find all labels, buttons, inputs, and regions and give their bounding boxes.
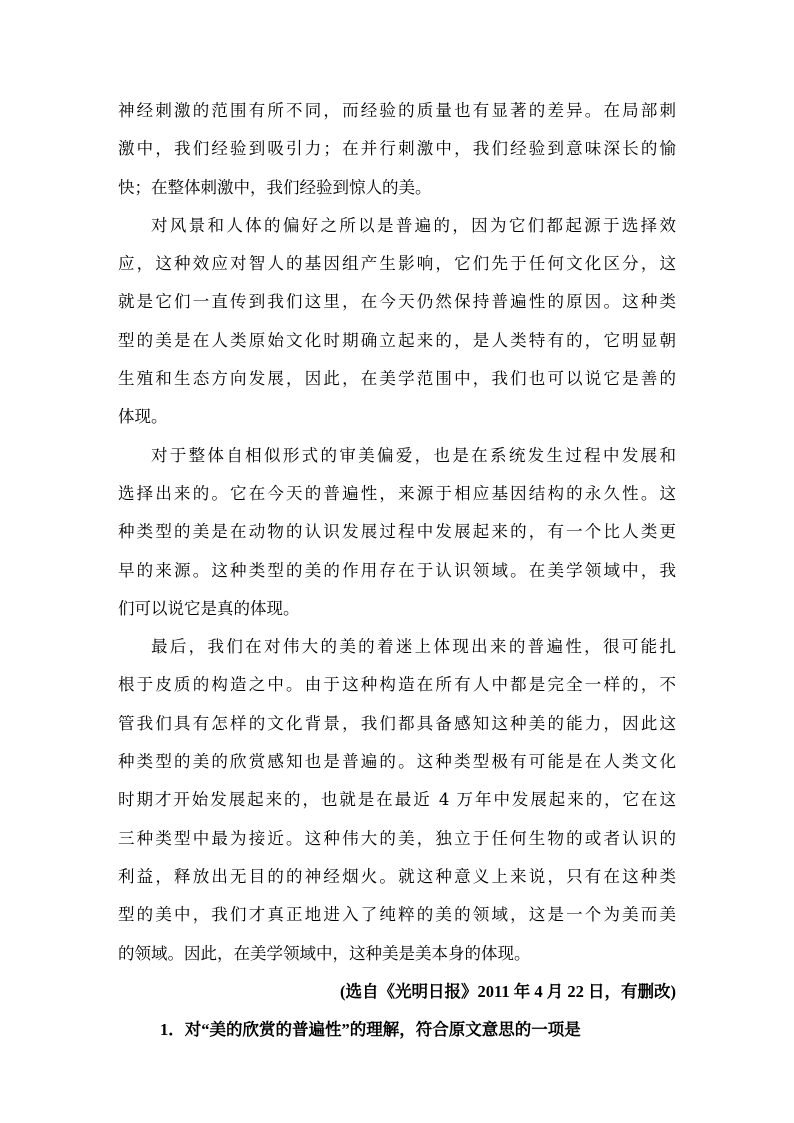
paragraph-line: 体现。: [118, 407, 168, 427]
paragraph-line: 激中，我们经验到吸引力；在并行刺激中，我们经验到意味深长的愉: [118, 139, 676, 159]
paragraph-line: 早的来源。这种类型的美的作用存在于认识领域。在美学领域中，我: [118, 560, 676, 580]
paragraph-line: 根于皮质的构造之中。由于这种构造在所有人中都是完全一样的，不: [118, 675, 676, 695]
paragraph-line: 应，这种效应对智人的基因组产生影响，它们先于任何文化区分，这: [118, 254, 676, 274]
document-page: [118, 92, 676, 1049]
paragraph-line: 利益，释放出无目的的神经烟火。就这种意义上来说，只有在这种类: [118, 866, 676, 886]
paragraph-line: 三种类型中最为接近。这种伟大的美，独立于任何生物的或者认识的: [118, 828, 676, 848]
paragraph-line: 对于整体自相似形式的审美偏爱，也是在系统发生过程中发展和: [151, 445, 676, 465]
paragraph-line: 神经刺激的范围有所不同，而经验的质量也有显著的差异。在局部刺: [118, 101, 676, 120]
paragraph-line: 就是它们一直传到我们这里，在今天仍然保持普遍性的原因。这种类: [118, 292, 676, 312]
source-citation: (选自《光明日报》2011 年 4 月 22 日，有删改): [340, 981, 676, 1001]
paragraph-line: 型的美中，我们才真正地进入了纯粹的美的领域，这是一个为美而美: [118, 905, 676, 925]
paragraph-line: 快；在整体刺激中，我们经验到惊人的美。: [118, 177, 432, 197]
paragraph-line: 选择出来的。它在今天的普遍性，来源于相应基因结构的永久性。这: [118, 483, 676, 503]
paragraph-line: 的领域。因此，在美学领域中，这种美是美本身的体现。: [118, 943, 531, 963]
paragraph-line: 对风景和人体的偏好之所以是普遍的，因为它们都起源于选择效: [151, 215, 676, 235]
paragraph-line: 时期才开始发展起来的，也就是在最近 4 万年中发展起来的，它在这: [118, 790, 676, 810]
paragraph-line: 种类型的美是在动物的认识发展过程中发展起来的，有一个比人类更: [118, 522, 676, 542]
paragraph-line: 管我们具有怎样的文化背景，我们都具备感知这种美的能力，因此这: [118, 713, 676, 733]
question-text: 1．对“美的欣赏的普遍性”的理解，符合原文意思的一项是: [160, 1020, 581, 1040]
paragraph-line: 种类型的美的欣赏感知也是普遍的。这种类型极有可能是在人类文化: [118, 752, 676, 772]
paragraph-line: 生殖和生态方向发展，因此，在美学范围中，我们也可以说它是善的: [118, 369, 676, 389]
paragraph-line: 们可以说它是真的体现。: [118, 598, 300, 618]
paragraph-line: 最后，我们在对伟大的美的着迷上体现出来的普遍性，很可能扎: [151, 637, 676, 657]
paragraph-line: 型的美是在人类原始文化时期确立起来的，是人类特有的，它明显朝: [118, 330, 676, 350]
